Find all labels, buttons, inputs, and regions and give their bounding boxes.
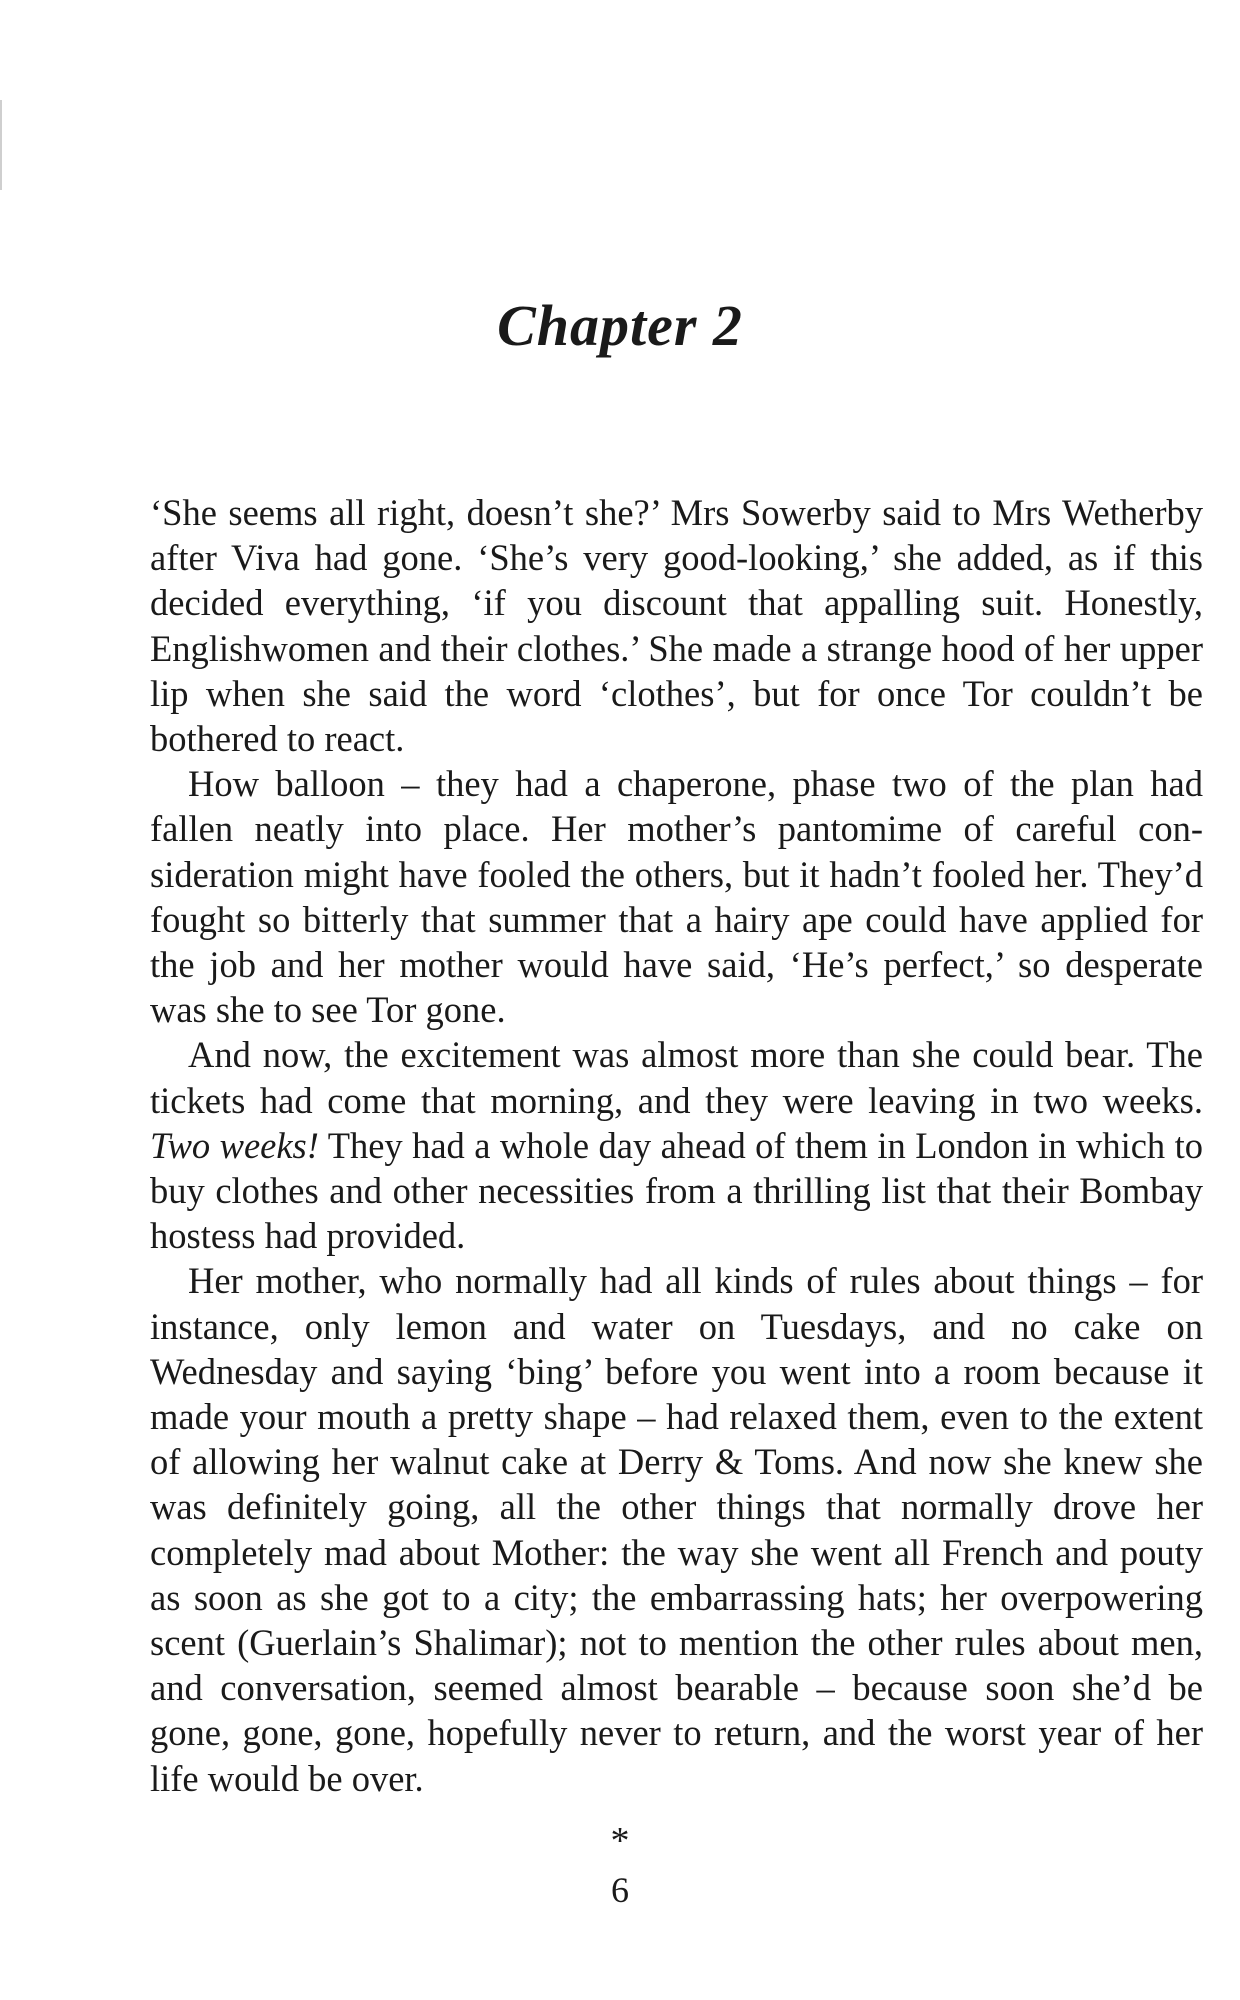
paragraph-3 <box>150 1032 1203 1258</box>
paragraph-3-text-after: They had a whole day ahead of them in London in which to buy clothes and other necessities from a thrilling list that their Bombay hostess had provided. <box>150 1124 1203 1257</box>
chapter-title: Chapter 2 <box>497 292 743 358</box>
body-text <box>150 490 1203 1801</box>
page-edge-mark <box>0 100 2 190</box>
paragraph-3-italic-emphasis: Two weeks! <box>150 1124 319 1166</box>
paragraph-1: ‘She seems all right, doesn’t she?’ Mrs Sowerby said to Mrs Wetherby after Viva had gone. ‘She’s very good-looking,’ she added, as if this decided everything, ‘if you discount that appalling suit. Honestly, Englishwomen and their clothes.’ She made a strange hood of her upper lip when she said the word ‘clothes’, but for once Tor couldn’t be bothered to react. <box>150 492 1203 760</box>
section-break-asterisk: * <box>610 1820 630 1862</box>
paragraph-2: How balloon – they had a chaperone, phase two of the plan had fallen neatly into place. Her mother’s pantomime of careful consideration might have fooled the others, but it hadn’t fooled her. They’d fought so bitterly that summer that a hairy ape could have applied for the job and her mother would have said, ‘He’s perfect,’ so desperate was she to see Tor gone. <box>150 763 1203 1031</box>
paragraph-4: Her mother, who normally had all kinds of rules about things – for instance, only lemon and water on Tuesdays, and no cake on Wednesday and saying ‘bing’ before you went into a room because it made your mouth a pretty shape – had relaxed them, even to the extent of allowing her walnut cake at Derry & Toms. And now she knew she was definitely going, all the other things that normally drove her completely mad about Mother: the way she went all French and pouty as soon as she got to a city; the embarrassing hats; her overpowering scent (Guerlain’s Shalimar); not to mention the other rules about men, and conversation, seemed almost bearable – because soon she’d be gone, gone, gone, hopefully never to return, and the worst year of her life would be over. <box>150 1260 1203 1799</box>
page-number: 6 <box>611 1870 629 1910</box>
paragraph-3-text-before: And now, the excitement was almost more than she could bear. The tickets had come that morning, and they were leaving in two weeks. <box>150 1034 1203 1121</box>
